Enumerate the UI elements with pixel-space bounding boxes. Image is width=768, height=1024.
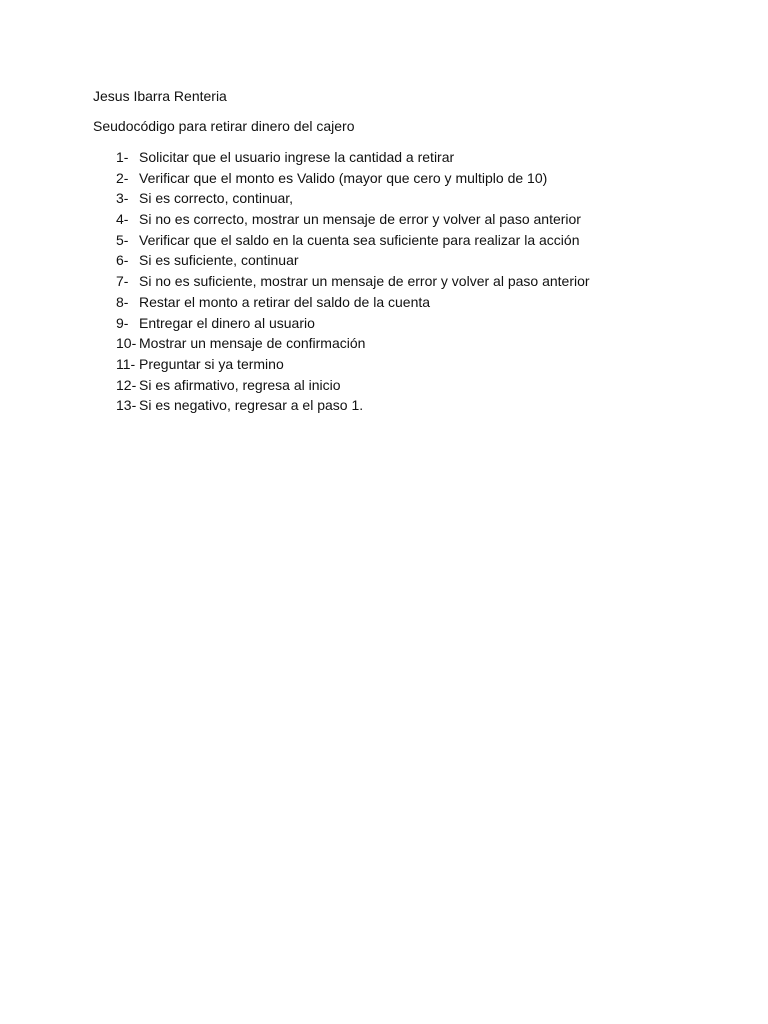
step-number: 2- (116, 169, 129, 186)
list-item (116, 210, 590, 231)
step-number: 4- (116, 211, 129, 228)
list-item (116, 231, 590, 252)
step-number: 1- (116, 149, 129, 165)
step-number: 10- (116, 335, 137, 352)
step-number: 11- (116, 355, 136, 372)
list-item (116, 314, 590, 335)
step-text: Si es correcto, continuar, (139, 190, 294, 207)
list-item (116, 293, 590, 314)
step-text: Mostrar un mensaje de confirmación (139, 335, 366, 352)
step-text: Entregar el dinero al usuario (139, 314, 315, 331)
step-number: 5- (116, 231, 129, 248)
step-text: Restar el monto a retirar del saldo de la cuenta (139, 293, 431, 310)
step-number: 13- (116, 397, 137, 414)
steps-list (116, 148, 590, 417)
step-number: 7- (116, 273, 129, 290)
list-item (116, 251, 590, 272)
step-number: 8- (116, 293, 129, 310)
list-item (116, 355, 590, 376)
step-text: Verificar que el monto es Valido (mayor que cero y multiplo de 10) (139, 169, 548, 186)
list-item (116, 334, 590, 355)
step-text: Si es afirmativo, regresa al inicio (139, 376, 341, 393)
author-name: Jesus Ibarra Renteria (93, 88, 227, 104)
step-text: Verificar que el saldo en la cuenta sea suficiente para realizar la acción (139, 231, 580, 248)
list-item (116, 148, 590, 169)
step-number: 3- (116, 190, 129, 207)
step-number: 9- (116, 314, 129, 331)
step-number: 6- (116, 252, 129, 269)
step-text: Preguntar si ya termino (139, 355, 284, 372)
step-text: Si es negativo, regresar a el paso 1. (139, 397, 364, 414)
document-title: Seudocódigo para retirar dinero del cajero (93, 118, 355, 134)
list-item (116, 169, 590, 190)
step-text: Si es suficiente, continuar (139, 252, 299, 269)
list-item (116, 396, 590, 417)
list-item (116, 189, 590, 210)
step-text: Si no es correcto, mostrar un mensaje de error y volver al paso anterior (139, 211, 581, 228)
step-text: Solicitar que el usuario ingrese la cantidad a retirar (139, 149, 455, 165)
list-item (116, 376, 590, 397)
step-text: Si no es suficiente, mostrar un mensaje de error y volver al paso anterior (139, 273, 590, 290)
step-number: 12- (116, 376, 137, 393)
list-item (116, 272, 590, 293)
